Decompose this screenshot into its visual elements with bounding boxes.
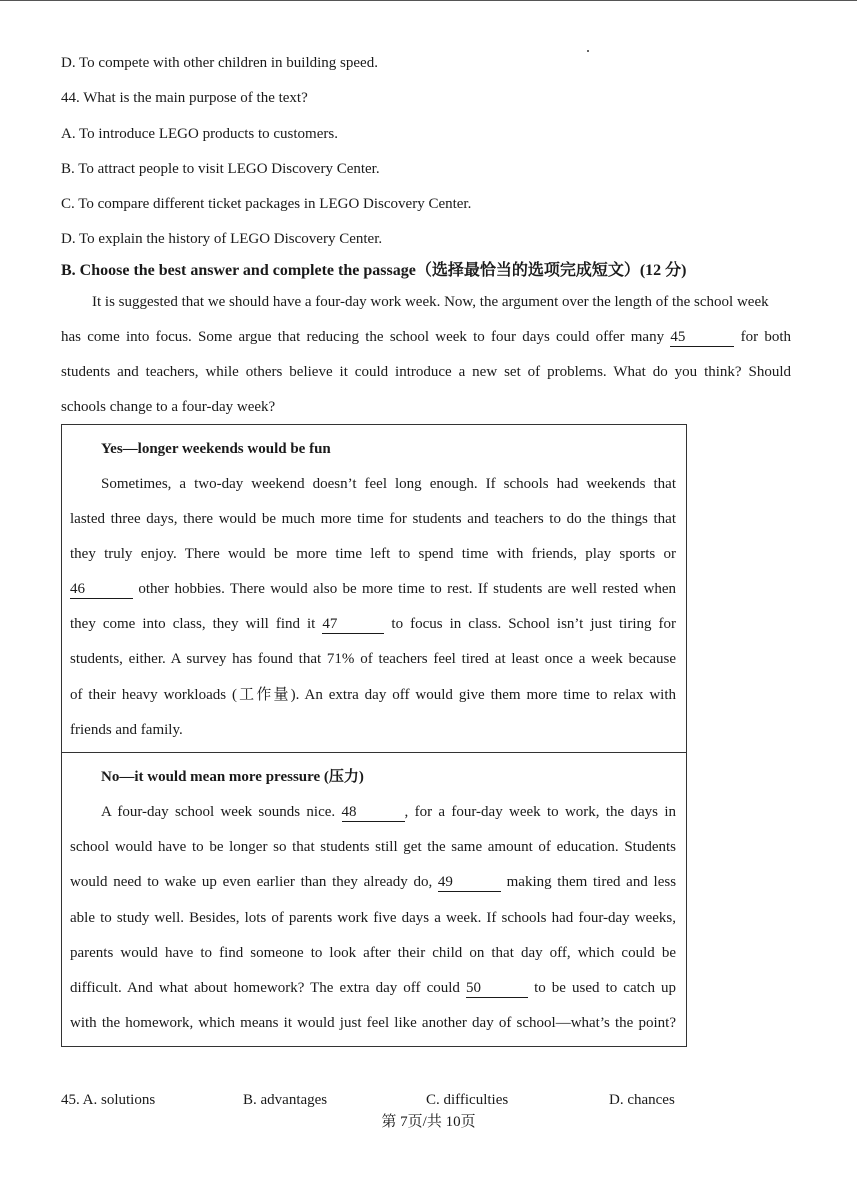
blank-45[interactable]: 45 — [670, 329, 734, 347]
intro-line-2: has come into focus. Some argue that reducing the school week to four days could offer many 45 for both — [61, 329, 792, 345]
no-box-title: No—it would mean more pressure (压力) — [101, 769, 364, 785]
no-line-4: able to study well. Besides, lots of parents work five days a week. If schools had four-day weeks, — [70, 910, 676, 926]
intro-line-4: schools change to a four-day week? — [61, 399, 276, 415]
no-box — [61, 752, 687, 1047]
yes-line-6: students, either. A survey has found that 71% of teachers feel tired at least once a week because — [70, 651, 676, 667]
intro-line-3: students and teachers, while others believe it could introduce a new set of problems. What do you think? Should — [61, 364, 791, 380]
no-line-2: school would have to be longer so that students still get the same amount of education. Students — [70, 839, 676, 855]
page-number: 第 7页/共 10页 — [381, 1114, 476, 1130]
no-line-3: would need to wake up even earlier than they already do, 49 making them tired and less — [70, 874, 677, 890]
blank-47[interactable]: 47 — [322, 616, 384, 634]
yes-box-title: Yes—longer weekends would be fun — [101, 441, 331, 457]
yes-line-2: lasted three days, there would be much more time for students and teachers to do the things that — [70, 511, 676, 527]
q45-option-c: C. difficulties — [426, 1092, 509, 1108]
top-border-line — [0, 0, 857, 1]
q44-option-c: C. To compare different ticket packages in LEGO Discovery Center. — [61, 196, 472, 212]
q44-stem: 44. What is the main purpose of the text? — [61, 90, 308, 106]
blank-49[interactable]: 49 — [438, 874, 501, 892]
q45-option-a: 45. A. solutions — [61, 1092, 156, 1108]
yes-line-1: Sometimes, a two-day weekend doesn’t feel long enough. If schools had weekends that — [101, 476, 676, 492]
no-line-6: difficult. And what about homework? The extra day off could 50 to be used to catch up — [70, 980, 677, 996]
yes-line-3: they truly enjoy. There would be more time left to spend time with friends, play sports or — [70, 546, 676, 562]
blank-50[interactable]: 50 — [466, 980, 528, 998]
yes-line-7: of their heavy workloads (工作量). An extra day off would give them more time to relax with — [70, 687, 676, 703]
q44-option-b: B. To attract people to visit LEGO Discovery Center. — [61, 161, 380, 177]
scan-dot — [587, 50, 589, 52]
no-line-5: parents would have to find someone to look after their child on that day off, which could be — [70, 945, 676, 961]
no-line-1: A four-day school week sounds nice. 48 , for a four-day week to work, the days in — [101, 804, 676, 820]
section-b-heading: B. Choose the best answer and complete the passage（选择最恰当的选项完成短文）(12 分) — [61, 262, 687, 279]
yes-line-8: friends and family. — [70, 722, 183, 738]
no-line-7: with the homework, which means it would just feel like another day of school—what’s the point? — [70, 1015, 676, 1031]
yes-line-4: 46 other hobbies. There would also be more time to rest. If students are well rested when — [70, 581, 676, 597]
q44-option-a: A. To introduce LEGO products to customers. — [61, 126, 338, 142]
blank-48[interactable]: 48 — [342, 804, 405, 822]
intro-line-1: It is suggested that we should have a four-day work week. Now, the argument over the length of the school week — [92, 294, 769, 310]
q45-option-d: D. chances — [609, 1092, 675, 1108]
q44-option-d: D. To explain the history of LEGO Discovery Center. — [61, 231, 383, 247]
q45-option-b: B. advantages — [243, 1092, 328, 1108]
yes-line-5: they come into class, they will find it 47 to focus in class. School isn’t just tiring for — [70, 616, 677, 632]
blank-46[interactable]: 46 — [70, 581, 133, 599]
q43-option-d: D. To compete with other children in building speed. — [61, 55, 378, 71]
